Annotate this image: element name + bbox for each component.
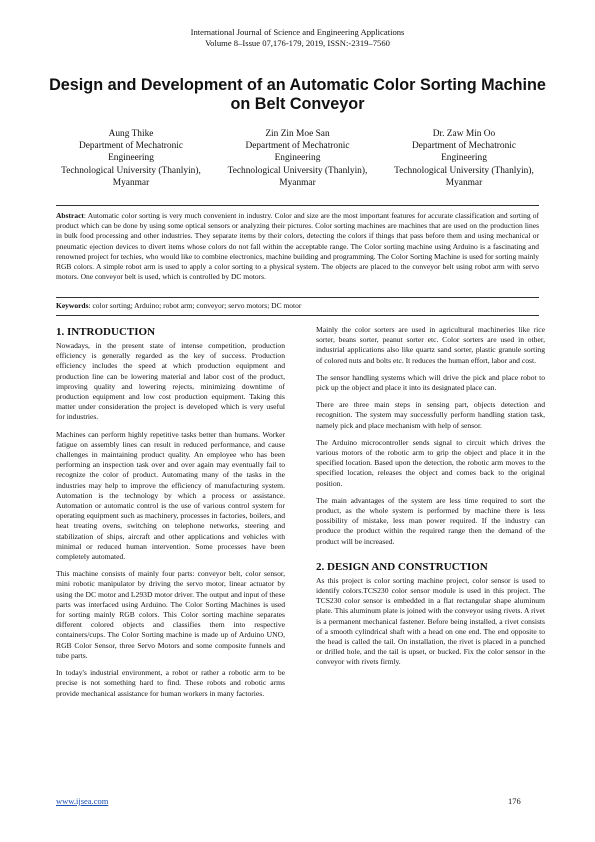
journal-website-link[interactable]: www.ijsea.com [56, 796, 109, 806]
paper-title: Design and Development of an Automatic Color Sorting Machine on Belt Conveyor [49, 76, 546, 113]
journal-name: International Journal of Science and Engineering Applications [190, 27, 405, 37]
paragraph: The Arduino microcontroller sends signal to circuit which drives the various motors of the robotic arm to grip the object and place it in the specified location. Based upon the detection, the robotic arm moves to the specified location, releases the object and comes back to the original position. [316, 437, 545, 488]
abstract-top-rule [56, 205, 539, 206]
page-number: 176 [508, 796, 521, 806]
author-affiliation: Technological University (Thanlyin), Myanmar [394, 165, 534, 188]
journal-volume: Volume 8–Issue 07,176-179, 2019, ISSN:-2319–7560 [205, 38, 390, 48]
abstract [56, 211, 539, 282]
author-department: Department of Mechatronic Engineering [245, 141, 350, 164]
author-block [56, 128, 539, 189]
abstract-bottom-rule [56, 297, 539, 298]
keywords-text: : color sorting; Arduino; robot arm; conveyor; servo motors; DC motor [88, 301, 302, 310]
author-name: Zin Zin Moe San [265, 129, 330, 139]
keywords-rule [56, 315, 539, 316]
paragraph: The main advantages of the system are less time required to sort the product, as the whole system is performed by machine there is less possibility of mistake, less man power required. If the industry can produce the product within the required range then the demand of the product will be increased. [316, 495, 545, 546]
right-column [316, 325, 545, 675]
author-department: Department of Mechatronic Engineering [411, 141, 517, 164]
abstract-text: : Automatic color sorting is very much convenient in industry. Color and size are the most important features for accurate classification and sorting of product which can be done by using some optical sensors or analyzing their pictures. Color sorting machines are machines that are used on the production lines in bulk food processing and other industries. They separate items by their colors, detecting the colors if things that pass before them and using mechanical or pneumatic ejection devices to divert items whose colors do not fall within the acceptable range. The Color sorting machine using Arduino is a fascinating and renowned project for techies, who would like to combine electronics, machine building and programming. The Color Sorting Machine is used for sorting mainly RGB colors. A simple robot arm is used to apply a color sorting to a physical system. The objects are placed to the conveyor belt using robot arm with servo motors. One conveyor belt is used, which is controlled by DC motors. [56, 211, 539, 282]
keywords [56, 301, 539, 311]
author-affiliation: Technological University (Thanlyin), Myanmar [227, 165, 368, 188]
paragraph: There are three main steps in sensing part, objects detection and recognition. The system may successfully perform handling station task, namely pick and place mechanism with help of sensor. [316, 400, 545, 430]
paragraph: Nowadays, in the present state of intense competition, production efficiency is generally regarded as the key of success. Production efficiency includes the speed at which production equipment and production line can be lowering material and labor cost of the product, improving quality and lowering rejects, minimizing downtime of production equipment and low cost production equipment. Taking this matter under consideration the project is developed which is very useful for industries. [56, 341, 285, 422]
paragraph: In today's industrial environment, a robot or rather a robotic arm to be precise is not something hard to find. These robots and robotic arms provide mechanical assistance for human workers in many factories. [56, 668, 285, 698]
abstract-label: Abstract [56, 211, 84, 220]
section-heading-introduction: 1. INTRODUCTION [56, 326, 156, 338]
left-column [56, 326, 285, 706]
author-name: Aung Thike [108, 129, 154, 139]
paragraph: As this project is color sorting machine project, color sensor is used to identify colors.TCS230 color sensor module is used in this project. The TCS230 color sensor is embedded in a flat rectangular shape aluminum plate. This aluminum plate is joined with the conveyor using rivets. A rivet is a permanent mechanical fastener. Before being installed, a rivet consists of a smooth cylindrical shaft with a head on one end. The end opposite to the head is called the tail. On installation, the rivet is placed in a punched or drilled hole, and the tail is upset, or bucked. Fix the color sensor in the conveyor with rivets firmly. [316, 575, 545, 667]
author-name: Dr. Zaw Min Oo [432, 129, 496, 139]
keywords-label: Keywords [56, 301, 89, 310]
author-affiliation: Technological University (Thanlyin), Myanmar [61, 165, 201, 188]
paragraph: This machine consists of mainly four parts: conveyor belt, color sensor, mini robotic manipulator by driving the servo motor, linear actuator by using the DC motor and L293D motor driver. The output and input of these parts was interfaced using Arduino. The Color Sorting Machines is used for sorting mainly RGB colors. This Color sorting machine separates different colored objects and classifies them into respective containers/cups. The Color Sorting machine is made up of Arduino UNO, RGB Color Sensor, three Servo Motors and some composite funnels and tube parts. [56, 569, 285, 660]
paragraph: Mainly the color sorters are used in agricultural machineries like rice sorter, beans sorter, peanut sorter etc. Color sorters are used in other, industrial applications also like quartz sand sorter, plastic granule sorting of colored nuts and bolts etc. It reduces the human effort, labor and cost. [316, 325, 545, 365]
journal-header [0, 27, 595, 49]
paragraph: Machines can perform highly repetitive tasks better than humans. Worker fatigue on assembly lines can result in reduced performance, and cause challenges in maintaining product quality. An employee who has been performing an inspection task over and over again may eventually fail to recognize the color of product. Automating many of the tasks in the industries may help to improve the efficiency of manufacturing system. Automation is the technology by which a process or assistance. Automation or automatic control is the use of various control system for operating equipment such as machinery, processes in factories, boilers, and heat treating ovens, switching on telephone networks, steering and stabilization of ships, aircraft and other applications and vehicles with minimal or reduced human intervention. Some processes have been completely automated. [56, 429, 285, 562]
author-department: Department of Mechatronic Engineering [78, 141, 184, 164]
author-1 [56, 128, 206, 189]
section-heading-design: 2. DESIGN AND CONSTRUCTION [316, 560, 488, 573]
author-2 [223, 128, 373, 189]
author-3 [389, 128, 539, 189]
paragraph: The sensor handling systems which will drive the pick and place robot to pick up the object and place it into its designated place can. [316, 372, 545, 393]
